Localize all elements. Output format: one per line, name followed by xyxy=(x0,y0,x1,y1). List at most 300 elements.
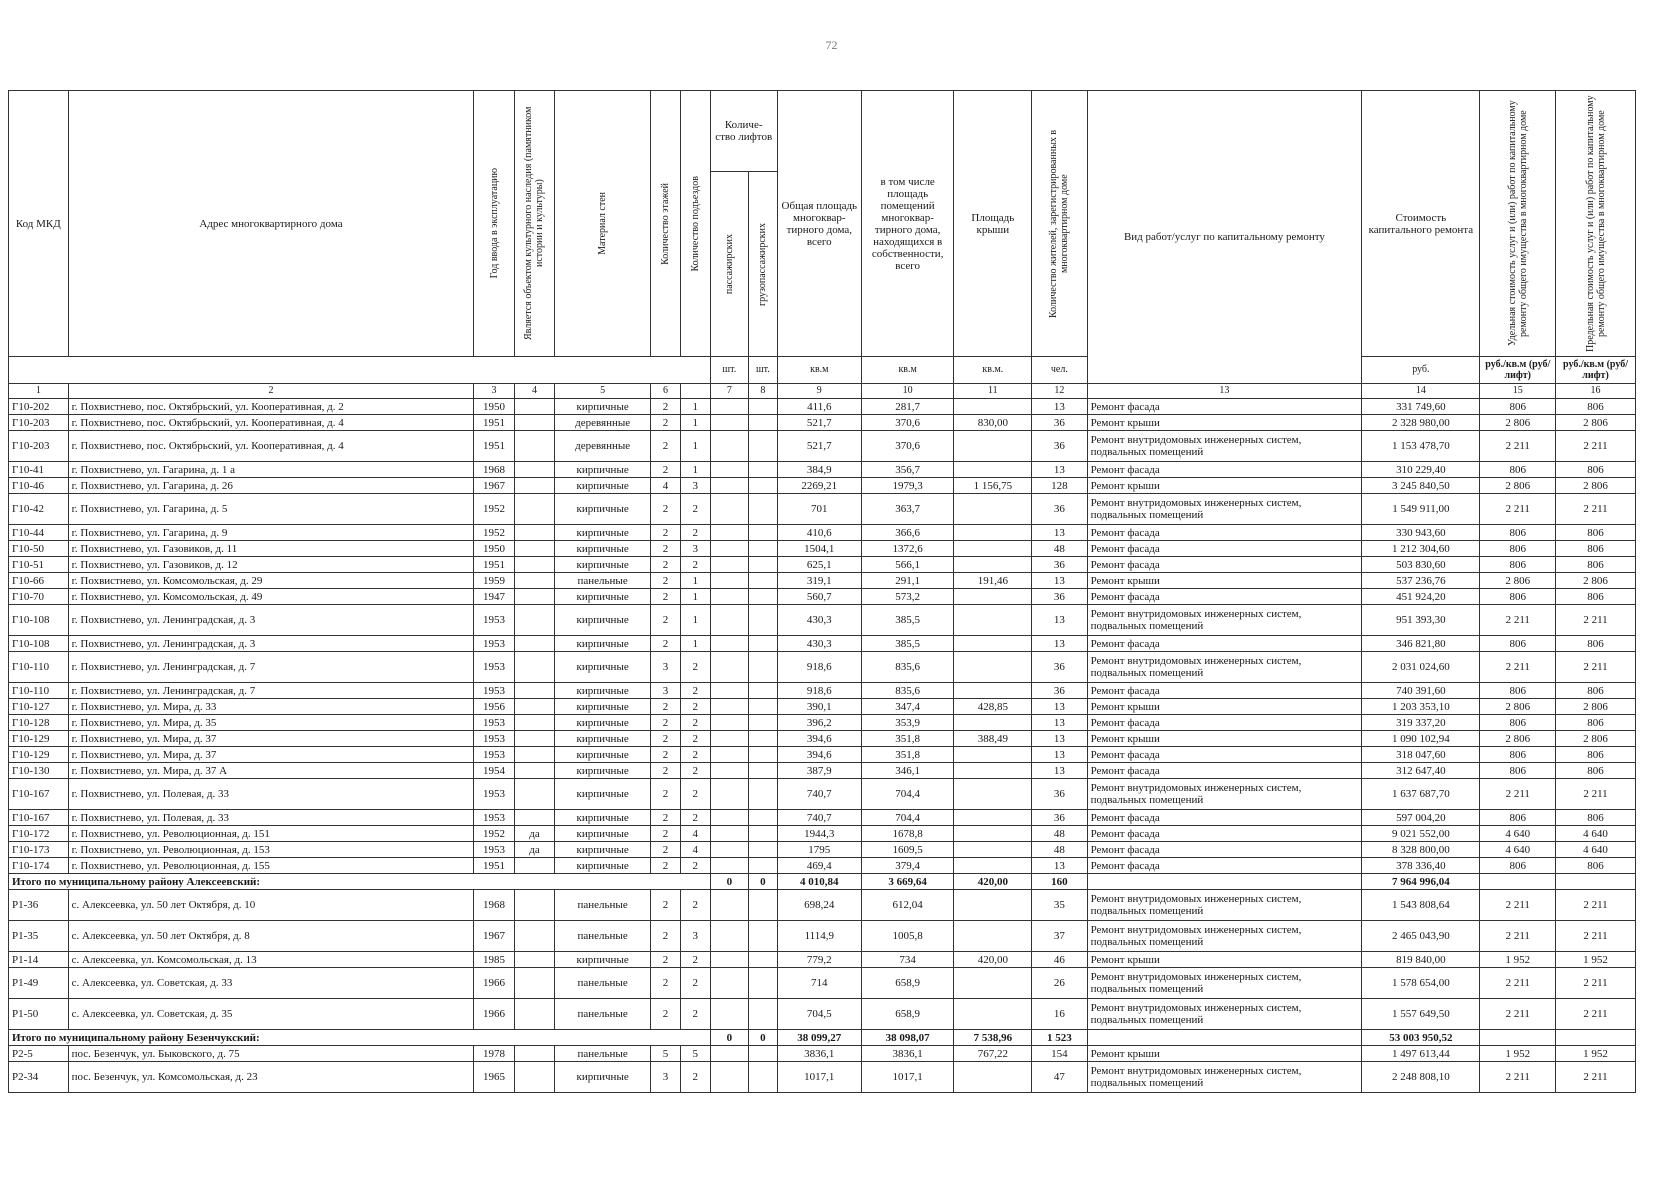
row-wall-material: панельные xyxy=(555,573,651,589)
row-work-type: Ремонт фасада xyxy=(1087,683,1362,699)
row-lifts-cargo xyxy=(748,952,777,968)
row-wall-material: кирпичные xyxy=(555,858,651,874)
row-address: с. Алексеевка, ул. 50 лет Октября, д. 10 xyxy=(68,890,474,921)
row-residents: 16 xyxy=(1032,999,1087,1030)
row-work-type: Ремонт крыши xyxy=(1087,573,1362,589)
row-lifts-cargo xyxy=(748,636,777,652)
row-code: Г10-203 xyxy=(9,415,69,431)
row-heritage xyxy=(514,525,554,541)
row-floors: 2 xyxy=(651,826,681,842)
row-year: 1959 xyxy=(474,573,514,589)
row-lifts-cargo xyxy=(748,731,777,747)
row-residents: 36 xyxy=(1032,431,1087,462)
row-unit-cost: 806 xyxy=(1480,683,1556,699)
row-area-total: 430,3 xyxy=(777,636,861,652)
row-lifts-cargo xyxy=(748,431,777,462)
row-entrances: 2 xyxy=(680,890,710,921)
table-row xyxy=(9,699,1636,715)
row-area-total: 394,6 xyxy=(777,731,861,747)
row-heritage xyxy=(514,810,554,826)
row-heritage xyxy=(514,968,554,999)
row-year: 1952 xyxy=(474,826,514,842)
column-number: 14 xyxy=(1362,384,1480,399)
row-cost: 310 229,40 xyxy=(1362,462,1480,478)
row-cost: 1 557 649,50 xyxy=(1362,999,1480,1030)
row-entrances: 1 xyxy=(680,431,710,462)
row-cost: 597 004,20 xyxy=(1362,810,1480,826)
row-unit-cost: 2 211 xyxy=(1480,494,1556,525)
row-unit-cost: 806 xyxy=(1480,763,1556,779)
row-unit-cost: 2 211 xyxy=(1480,1062,1556,1093)
row-unit-cost: 2 806 xyxy=(1480,573,1556,589)
row-lifts-passenger xyxy=(710,779,748,810)
row-lifts-cargo xyxy=(748,968,777,999)
row-lifts-cargo xyxy=(748,652,777,683)
row-entrances: 3 xyxy=(680,478,710,494)
row-cost: 537 236,76 xyxy=(1362,573,1480,589)
row-work-type: Ремонт внутридомовых инженерных систем, подвальных помещений xyxy=(1087,779,1362,810)
row-address: г. Похвистнево, ул. Гагарина, д. 9 xyxy=(68,525,474,541)
row-unit-cost: 806 xyxy=(1480,589,1556,605)
row-wall-material: кирпичные xyxy=(555,589,651,605)
header-area-total: Общая площадь многоквар- тирного дома, всего xyxy=(777,91,861,357)
row-floors: 5 xyxy=(651,1046,681,1062)
total-owned: 38 098,07 xyxy=(861,1030,954,1046)
row-wall-material: кирпичные xyxy=(555,652,651,683)
row-floors: 2 xyxy=(651,699,681,715)
row-floors: 2 xyxy=(651,952,681,968)
row-residents: 36 xyxy=(1032,810,1087,826)
row-limit-cost: 2 806 xyxy=(1556,478,1636,494)
table-row xyxy=(9,968,1636,999)
row-code: Г10-46 xyxy=(9,478,69,494)
row-roof-area xyxy=(954,858,1032,874)
row-year: 1967 xyxy=(474,921,514,952)
row-floors: 4 xyxy=(651,478,681,494)
row-address: г. Похвистнево, ул. Мира, д. 35 xyxy=(68,715,474,731)
table-row xyxy=(9,1062,1636,1093)
row-code: Р1-50 xyxy=(9,999,69,1030)
row-year: 1950 xyxy=(474,399,514,415)
row-heritage xyxy=(514,652,554,683)
row-floors: 2 xyxy=(651,605,681,636)
row-lifts-passenger xyxy=(710,557,748,573)
row-year: 1966 xyxy=(474,999,514,1030)
row-residents: 48 xyxy=(1032,842,1087,858)
row-lifts-cargo xyxy=(748,763,777,779)
row-area-owned: 704,4 xyxy=(861,779,954,810)
row-residents: 36 xyxy=(1032,683,1087,699)
row-lifts-cargo xyxy=(748,494,777,525)
table-row xyxy=(9,747,1636,763)
row-cost: 312 647,40 xyxy=(1362,763,1480,779)
row-address: г. Похвистнево, ул. Мира, д. 33 xyxy=(68,699,474,715)
column-number: 13 xyxy=(1087,384,1362,399)
table-row xyxy=(9,921,1636,952)
row-residents: 13 xyxy=(1032,525,1087,541)
row-residents: 47 xyxy=(1032,1062,1087,1093)
row-year: 1978 xyxy=(474,1046,514,1062)
row-code: Г10-44 xyxy=(9,525,69,541)
row-heritage xyxy=(514,715,554,731)
column-number: 6 xyxy=(651,384,681,399)
row-lifts-passenger xyxy=(710,1062,748,1093)
row-wall-material: панельные xyxy=(555,999,651,1030)
row-roof-area xyxy=(954,399,1032,415)
row-year: 1953 xyxy=(474,731,514,747)
row-roof-area xyxy=(954,636,1032,652)
row-entrances: 4 xyxy=(680,826,710,842)
row-entrances: 2 xyxy=(680,731,710,747)
row-work-type: Ремонт внутридомовых инженерных систем, подвальных помещений xyxy=(1087,968,1362,999)
row-area-total: 396,2 xyxy=(777,715,861,731)
row-entrances: 2 xyxy=(680,494,710,525)
row-work-type: Ремонт фасада xyxy=(1087,810,1362,826)
row-area-total: 521,7 xyxy=(777,431,861,462)
row-roof-area xyxy=(954,652,1032,683)
row-lifts-cargo xyxy=(748,683,777,699)
row-entrances: 2 xyxy=(680,763,710,779)
total-owned: 3 669,64 xyxy=(861,874,954,890)
row-limit-cost: 2 211 xyxy=(1556,1062,1636,1093)
total-label: Итого по муниципальному району Алексеевский: xyxy=(9,874,711,890)
row-area-total: 430,3 xyxy=(777,605,861,636)
row-lifts-passenger xyxy=(710,605,748,636)
row-floors: 2 xyxy=(651,415,681,431)
row-year: 1968 xyxy=(474,462,514,478)
row-code: Г10-130 xyxy=(9,763,69,779)
row-roof-area xyxy=(954,810,1032,826)
row-wall-material: панельные xyxy=(555,921,651,952)
row-cost: 3 245 840,50 xyxy=(1362,478,1480,494)
row-residents: 48 xyxy=(1032,541,1087,557)
row-area-total: 390,1 xyxy=(777,699,861,715)
row-area-owned: 704,4 xyxy=(861,810,954,826)
row-floors: 2 xyxy=(651,921,681,952)
row-roof-area xyxy=(954,605,1032,636)
row-unit-cost: 2 806 xyxy=(1480,731,1556,747)
row-lifts-passenger xyxy=(710,589,748,605)
row-residents: 13 xyxy=(1032,573,1087,589)
header-heritage: Является объектом культурного наследия (памятником истории и культуры) xyxy=(523,106,546,341)
row-lifts-cargo xyxy=(748,557,777,573)
row-lifts-passenger xyxy=(710,573,748,589)
row-area-total: 698,24 xyxy=(777,890,861,921)
row-residents: 13 xyxy=(1032,715,1087,731)
row-limit-cost: 806 xyxy=(1556,525,1636,541)
row-heritage xyxy=(514,921,554,952)
row-roof-area: 767,22 xyxy=(954,1046,1032,1062)
unit-pcs: шт. xyxy=(710,357,748,384)
row-work-type: Ремонт фасада xyxy=(1087,589,1362,605)
row-wall-material: кирпичные xyxy=(555,636,651,652)
row-area-total: 740,7 xyxy=(777,810,861,826)
row-limit-cost: 2 211 xyxy=(1556,890,1636,921)
row-limit-cost: 2 211 xyxy=(1556,779,1636,810)
row-work-type: Ремонт внутридомовых инженерных систем, подвальных помещений xyxy=(1087,890,1362,921)
row-residents: 36 xyxy=(1032,652,1087,683)
row-area-owned: 351,8 xyxy=(861,747,954,763)
row-heritage xyxy=(514,699,554,715)
row-work-type: Ремонт внутридомовых инженерных систем, подвальных помещений xyxy=(1087,494,1362,525)
row-code: Г10-203 xyxy=(9,431,69,462)
row-code: Г10-66 xyxy=(9,573,69,589)
row-cost: 1 578 654,00 xyxy=(1362,968,1480,999)
row-heritage xyxy=(514,763,554,779)
row-address: г. Похвистнево, ул. Комсомольская, д. 49 xyxy=(68,589,474,605)
row-area-total: 1795 xyxy=(777,842,861,858)
row-limit-cost: 2 806 xyxy=(1556,731,1636,747)
row-floors: 2 xyxy=(651,731,681,747)
row-lifts-cargo xyxy=(748,399,777,415)
row-wall-material: кирпичные xyxy=(555,842,651,858)
row-floors: 2 xyxy=(651,842,681,858)
row-cost: 1 153 478,70 xyxy=(1362,431,1480,462)
row-limit-cost: 4 640 xyxy=(1556,842,1636,858)
table-row xyxy=(9,494,1636,525)
row-roof-area xyxy=(954,462,1032,478)
row-floors: 2 xyxy=(651,636,681,652)
row-lifts-cargo xyxy=(748,858,777,874)
row-heritage xyxy=(514,858,554,874)
row-address: пос. Безенчук, ул. Комсомольская, д. 23 xyxy=(68,1062,474,1093)
row-lifts-passenger xyxy=(710,415,748,431)
row-area-total: 319,1 xyxy=(777,573,861,589)
row-heritage xyxy=(514,683,554,699)
row-lifts-passenger xyxy=(710,478,748,494)
row-roof-area xyxy=(954,747,1032,763)
table-row xyxy=(9,952,1636,968)
row-address: г. Похвистнево, ул. Ленинградская, д. 3 xyxy=(68,605,474,636)
row-residents: 46 xyxy=(1032,952,1087,968)
row-residents: 48 xyxy=(1032,826,1087,842)
unit-people: чел. xyxy=(1032,357,1087,384)
row-wall-material: кирпичные xyxy=(555,731,651,747)
header-unit-cost: Удельная стоимость услуг и (или) работ по капитальному ремонту общего имущества в многоквартирном доме xyxy=(1506,100,1529,347)
row-area-owned: 1372,6 xyxy=(861,541,954,557)
row-floors: 2 xyxy=(651,525,681,541)
row-address: г. Похвистнево, ул. Мира, д. 37 xyxy=(68,731,474,747)
row-lifts-passenger xyxy=(710,683,748,699)
row-lifts-passenger xyxy=(710,952,748,968)
row-unit-cost: 806 xyxy=(1480,715,1556,731)
row-lifts-cargo xyxy=(748,826,777,842)
row-lifts-cargo xyxy=(748,715,777,731)
row-code: Р2-5 xyxy=(9,1046,69,1062)
table-row xyxy=(9,415,1636,431)
row-wall-material: кирпичные xyxy=(555,779,651,810)
column-number: 11 xyxy=(954,384,1032,399)
table-row xyxy=(9,399,1636,415)
page-number: 72 xyxy=(825,38,838,52)
row-cost: 319 337,20 xyxy=(1362,715,1480,731)
row-code: Г10-129 xyxy=(9,731,69,747)
total-row xyxy=(9,874,1636,890)
row-code: Г10-50 xyxy=(9,541,69,557)
row-heritage xyxy=(514,478,554,494)
row-entrances: 2 xyxy=(680,525,710,541)
unit-rub-sqm: руб./кв.м (руб/лифт) xyxy=(1556,357,1636,384)
row-lifts-cargo xyxy=(748,1046,777,1062)
row-residents: 13 xyxy=(1032,399,1087,415)
row-residents: 35 xyxy=(1032,890,1087,921)
row-area-owned: 366,6 xyxy=(861,525,954,541)
row-work-type: Ремонт внутридомовых инженерных систем, подвальных помещений xyxy=(1087,999,1362,1030)
row-lifts-cargo xyxy=(748,589,777,605)
row-lifts-cargo xyxy=(748,415,777,431)
row-wall-material: кирпичные xyxy=(555,715,651,731)
row-code: Р2-34 xyxy=(9,1062,69,1093)
row-limit-cost: 806 xyxy=(1556,747,1636,763)
row-lifts-cargo xyxy=(748,541,777,557)
row-floors: 2 xyxy=(651,431,681,462)
row-limit-cost: 2 211 xyxy=(1556,605,1636,636)
header-entrances: Количество подъездов xyxy=(689,175,701,272)
row-work-type: Ремонт фасада xyxy=(1087,715,1362,731)
capital-repair-table xyxy=(8,90,1636,1093)
row-roof-area xyxy=(954,525,1032,541)
row-year: 1967 xyxy=(474,478,514,494)
row-unit-cost: 806 xyxy=(1480,810,1556,826)
row-floors: 2 xyxy=(651,999,681,1030)
row-lifts-passenger xyxy=(710,462,748,478)
row-lifts-cargo xyxy=(748,462,777,478)
table-row xyxy=(9,779,1636,810)
row-entrances: 5 xyxy=(680,1046,710,1062)
row-heritage xyxy=(514,431,554,462)
row-area-owned: 734 xyxy=(861,952,954,968)
row-lifts-passenger xyxy=(710,763,748,779)
row-wall-material: кирпичные xyxy=(555,541,651,557)
table-row xyxy=(9,826,1636,842)
row-year: 1953 xyxy=(474,715,514,731)
row-floors: 2 xyxy=(651,810,681,826)
row-area-owned: 3836,1 xyxy=(861,1046,954,1062)
row-floors: 3 xyxy=(651,683,681,699)
row-wall-material: деревянные xyxy=(555,415,651,431)
column-numbers-row xyxy=(9,384,1636,399)
row-unit-cost: 4 640 xyxy=(1480,842,1556,858)
row-area-owned: 658,9 xyxy=(861,968,954,999)
row-code: Г10-110 xyxy=(9,652,69,683)
column-number: 8 xyxy=(748,384,777,399)
row-wall-material: кирпичные xyxy=(555,826,651,842)
row-work-type: Ремонт фасада xyxy=(1087,763,1362,779)
table-row xyxy=(9,858,1636,874)
row-lifts-passenger xyxy=(710,652,748,683)
row-work-type: Ремонт фасада xyxy=(1087,462,1362,478)
row-work-type: Ремонт фасада xyxy=(1087,858,1362,874)
row-address: с. Алексеевка, ул. Комсомольская, д. 13 xyxy=(68,952,474,968)
row-entrances: 1 xyxy=(680,462,710,478)
row-lifts-passenger xyxy=(710,810,748,826)
row-work-type: Ремонт крыши xyxy=(1087,731,1362,747)
header-cost: Стоимость капитального ремонта xyxy=(1362,91,1480,357)
row-limit-cost: 806 xyxy=(1556,636,1636,652)
row-roof-area xyxy=(954,541,1032,557)
row-floors: 2 xyxy=(651,715,681,731)
row-heritage: да xyxy=(514,842,554,858)
row-code: Г10-129 xyxy=(9,747,69,763)
row-code: Р1-36 xyxy=(9,890,69,921)
row-lifts-cargo xyxy=(748,747,777,763)
row-roof-area xyxy=(954,826,1032,842)
row-unit-cost: 4 640 xyxy=(1480,826,1556,842)
row-wall-material: кирпичные xyxy=(555,810,651,826)
row-roof-area xyxy=(954,921,1032,952)
row-unit-cost: 806 xyxy=(1480,541,1556,557)
header-lifts-passenger: пассажирских xyxy=(723,233,735,295)
row-floors: 2 xyxy=(651,494,681,525)
table-row xyxy=(9,715,1636,731)
row-unit-cost: 806 xyxy=(1480,525,1556,541)
row-address: г. Похвистнево, ул. Полевая, д. 33 xyxy=(68,779,474,810)
row-unit-cost: 1 952 xyxy=(1480,1046,1556,1062)
row-year: 1953 xyxy=(474,605,514,636)
row-floors: 2 xyxy=(651,462,681,478)
row-lifts-passenger xyxy=(710,699,748,715)
row-unit-cost: 2 806 xyxy=(1480,478,1556,494)
table-body xyxy=(9,399,1636,1093)
row-heritage xyxy=(514,605,554,636)
row-address: г. Похвистнево, ул. Ленинградская, д. 7 xyxy=(68,683,474,699)
row-limit-cost: 2 211 xyxy=(1556,968,1636,999)
row-limit-cost: 2 806 xyxy=(1556,415,1636,431)
row-work-type: Ремонт крыши xyxy=(1087,699,1362,715)
row-unit-cost: 2 211 xyxy=(1480,999,1556,1030)
row-address: г. Похвистнево, ул. Гагарина, д. 1 а xyxy=(68,462,474,478)
table-row xyxy=(9,573,1636,589)
row-year: 1985 xyxy=(474,952,514,968)
total-cost: 53 003 950,52 xyxy=(1362,1030,1480,1046)
table-row xyxy=(9,636,1636,652)
row-heritage xyxy=(514,1046,554,1062)
row-floors: 2 xyxy=(651,589,681,605)
total-label: Итого по муниципальному району Безенчукский: xyxy=(9,1030,711,1046)
row-lifts-passenger xyxy=(710,636,748,652)
row-area-owned: 347,4 xyxy=(861,699,954,715)
row-unit-cost: 2 211 xyxy=(1480,890,1556,921)
row-cost: 1 543 808,64 xyxy=(1362,890,1480,921)
column-number: 4 xyxy=(514,384,554,399)
column-number: 9 xyxy=(777,384,861,399)
header-residents: Количество жителей, зарегистрированных в многоквартирном доме xyxy=(1048,129,1071,318)
row-wall-material: деревянные xyxy=(555,431,651,462)
row-heritage xyxy=(514,999,554,1030)
row-lifts-passenger xyxy=(710,399,748,415)
row-year: 1953 xyxy=(474,683,514,699)
row-floors: 2 xyxy=(651,858,681,874)
row-address: г. Похвистнево, ул. Газовиков, д. 11 xyxy=(68,541,474,557)
row-roof-area xyxy=(954,715,1032,731)
row-roof-area xyxy=(954,557,1032,573)
row-entrances: 3 xyxy=(680,921,710,952)
row-area-total: 625,1 xyxy=(777,557,861,573)
row-cost: 740 391,60 xyxy=(1362,683,1480,699)
row-cost: 346 821,80 xyxy=(1362,636,1480,652)
row-year: 1953 xyxy=(474,652,514,683)
row-work-type: Ремонт фасада xyxy=(1087,747,1362,763)
row-address: г. Похвистнево, ул. Революционная, д. 153 xyxy=(68,842,474,858)
table-row xyxy=(9,890,1636,921)
row-area-total: 1504,1 xyxy=(777,541,861,557)
unit-rub-sqm: руб./кв.м (руб/лифт) xyxy=(1480,357,1556,384)
row-unit-cost: 2 806 xyxy=(1480,699,1556,715)
row-lifts-cargo xyxy=(748,605,777,636)
row-cost: 378 336,40 xyxy=(1362,858,1480,874)
row-address: г. Похвистнево, пос. Октябрьский, ул. Кооперативная, д. 4 xyxy=(68,431,474,462)
row-address: с. Алексеевка, ул. Советская, д. 35 xyxy=(68,999,474,1030)
